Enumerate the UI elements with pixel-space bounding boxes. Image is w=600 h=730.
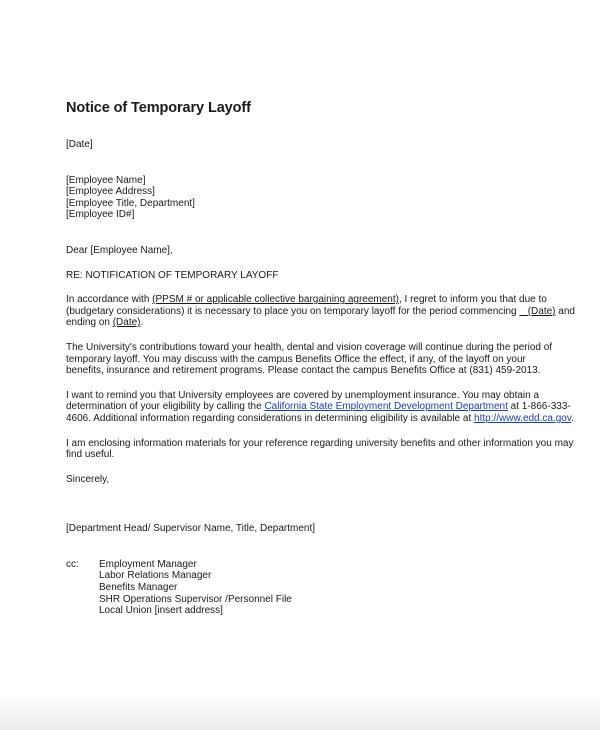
para2-line: benefits, insurance and retirement programs. Please contact the campus Benefits Office at (831) 459-2013. <box>66 365 541 377</box>
cc-item: Local Union [insert address] <box>99 605 223 617</box>
para1-text: and <box>555 305 575 317</box>
para3-text: 4606. Additional information regarding considerations in determining eligibility is available at <box>66 412 475 424</box>
start-date-field: (Date) <box>519 305 556 317</box>
para1-text: In accordance with <box>66 294 153 306</box>
para1-text: . <box>140 317 144 329</box>
paragraph-benefits <box>66 341 553 377</box>
end-date-field: (Date) <box>112 317 141 329</box>
para3-line: I want to remind you that University employees are covered by unemployment insurance. You may obtain a <box>66 389 540 401</box>
para2-line: The University's contributions toward your health, dental and vision coverage will continue during the period of <box>66 341 553 353</box>
cc-item: Labor Relations Manager <box>99 570 212 582</box>
para1-text: (budgetary considerations) it is necessary to place you on temporary layoff for the period commencing <box>66 305 520 317</box>
date-placeholder: [Date] <box>66 139 93 150</box>
signature-block: [Department Head/ Supervisor Name, Title, Department] <box>66 523 315 535</box>
cc-item: SHR Operations Supervisor /Personnel File <box>99 593 292 605</box>
paragraph-enclosures <box>66 437 574 461</box>
para4-line: find useful. <box>66 449 115 461</box>
para4-line: I am enclosing information materials for your reference regarding university benefits and other information you may <box>66 437 574 449</box>
closing: Sincerely, <box>66 473 110 485</box>
paragraph-layoff-period <box>66 294 575 329</box>
document-title: Notice of Temporary Layoff <box>66 100 251 116</box>
para3-text: . <box>571 412 574 424</box>
para2-line: temporary layoff. You may discuss with the campus Benefits Office the effect, if any, of the layoff on your <box>66 353 526 365</box>
cc-item: Benefits Manager <box>99 582 178 594</box>
re-line: RE: NOTIFICATION OF TEMPORARY LAYOFF <box>66 269 279 281</box>
salutation: Dear [Employee Name], <box>66 244 173 256</box>
address-line-title: [Employee Title, Department] <box>66 197 195 209</box>
para1-text: ending on <box>66 317 113 329</box>
cc-label: cc: <box>66 558 79 570</box>
cc-list <box>66 559 540 617</box>
para3-text: at 1-866-333- <box>507 401 571 413</box>
address-line-address: [Employee Address] <box>66 186 155 198</box>
cc-item: Employment Manager <box>99 558 197 570</box>
letter-body <box>66 100 575 617</box>
address-line-name: [Employee Name] <box>66 174 146 186</box>
para1-text: , I regret to inform you that due to <box>398 294 547 306</box>
edd-website-link[interactable]: http://www.edd.ca.gov <box>474 412 572 424</box>
para3-text: determination of your eligibility by calling the <box>66 401 265 413</box>
paragraph-unemployment <box>66 389 574 425</box>
recipient-address <box>66 175 540 221</box>
edd-link[interactable]: California State Employment Development Department <box>264 401 508 413</box>
signature-space <box>66 485 540 523</box>
agreement-reference: (PPSM # or applicable collective bargaining agreement) <box>152 294 399 306</box>
address-line-id: [Employee ID#] <box>66 209 135 221</box>
